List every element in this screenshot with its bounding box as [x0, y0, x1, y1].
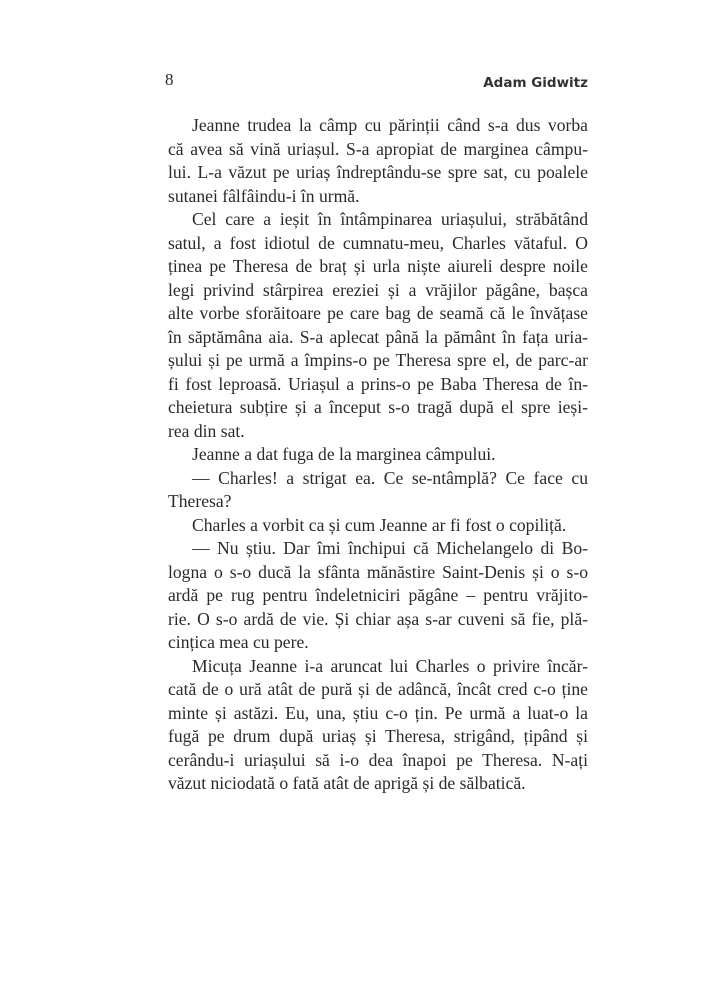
text-line: cheietura subțire și a început s-o tragă după el spre ieși- — [168, 397, 588, 417]
text-line: logna o s-o ducă la sfânta mănăstire Saint-Denis și o s-o — [168, 561, 588, 582]
text-line: Theresa? — [168, 491, 232, 511]
text-line: Jeanne trudea la câmp cu părinții când s-a dus vorba — [192, 115, 588, 135]
text-line: — Charles! a strigat ea. Ce se-ntâmplă? Ce face cu — [192, 467, 588, 488]
text-line: Jeanne a dat fuga de la marginea câmpului. — [192, 444, 496, 464]
text-line: în săptămâna aia. S-a aplecat până la pământ în fața uria- — [168, 326, 588, 347]
text-line: cată de o ură atât de pură și de adâncă, încât cred c-o ține — [168, 679, 588, 699]
running-header-author: Adam Gidwitz — [483, 75, 588, 91]
text-line: sutanei fâlfâindu-i în urmă. — [168, 185, 360, 206]
text-line: cerându-i uriașului să i-o dea înapoi pe Theresa. N-ați — [168, 749, 588, 770]
text-line: ținea pe Theresa de braț și urla niște aiureli despre noile — [168, 256, 588, 276]
text-line: fugă pe drum după uriaș și Theresa, strigând, țipând și — [168, 726, 588, 746]
text-line: alte vorbe sforăitoare pe care bag de seamă că le învățase — [168, 303, 588, 323]
text-line: Cel care a ieșit în întâmpinarea uriașului, străbătând — [192, 209, 588, 229]
text-line: că avea să vină uriașul. S-a apropiat de marginea câmpu- — [168, 138, 588, 159]
text-line: minte și astăzi. Eu, una, știu c-o țin. Pe urmă a luat-o la — [168, 702, 588, 723]
text-line: lui. L-a văzut pe uriaș îndreptându-se spre sat, cu poalele — [168, 162, 588, 182]
page-number: 8 — [165, 70, 174, 89]
text-line: fi fost leproasă. Uriașul a prins-o pe Baba Theresa de în- — [168, 373, 588, 394]
text-line: ardă pe rug pentru îndeletniciri păgâne – pentru vrăjito- — [168, 585, 588, 605]
text-line: cințica mea cu pere. — [168, 632, 309, 652]
text-line: șului și pe urmă a împins-o pe Theresa spre el, de parc-ar — [168, 350, 588, 370]
body-text — [168, 114, 588, 796]
text-line: — Nu știu. Dar îmi închipui că Michelangelo di Bo- — [192, 538, 588, 558]
text-line: rie. O s-o ardă de vie. Și chiar așa s-ar cuveni să fie, plă- — [168, 608, 588, 629]
text-line: legi privind stârpirea ereziei și a vrăjilor păgâne, bașca — [168, 279, 588, 300]
text-line: Charles a vorbit ca și cum Jeanne ar fi fost o copiliță. — [192, 514, 567, 535]
text-line: Micuța Jeanne i-a aruncat lui Charles o privire încăr- — [192, 655, 588, 676]
text-line: satul, a fost idiotul de cumnatu-meu, Charles vătaful. O — [168, 232, 588, 253]
text-line: văzut niciodată o fată atât de aprigă și de sălbatică. — [168, 773, 526, 793]
text-line: rea din sat. — [168, 420, 245, 441]
